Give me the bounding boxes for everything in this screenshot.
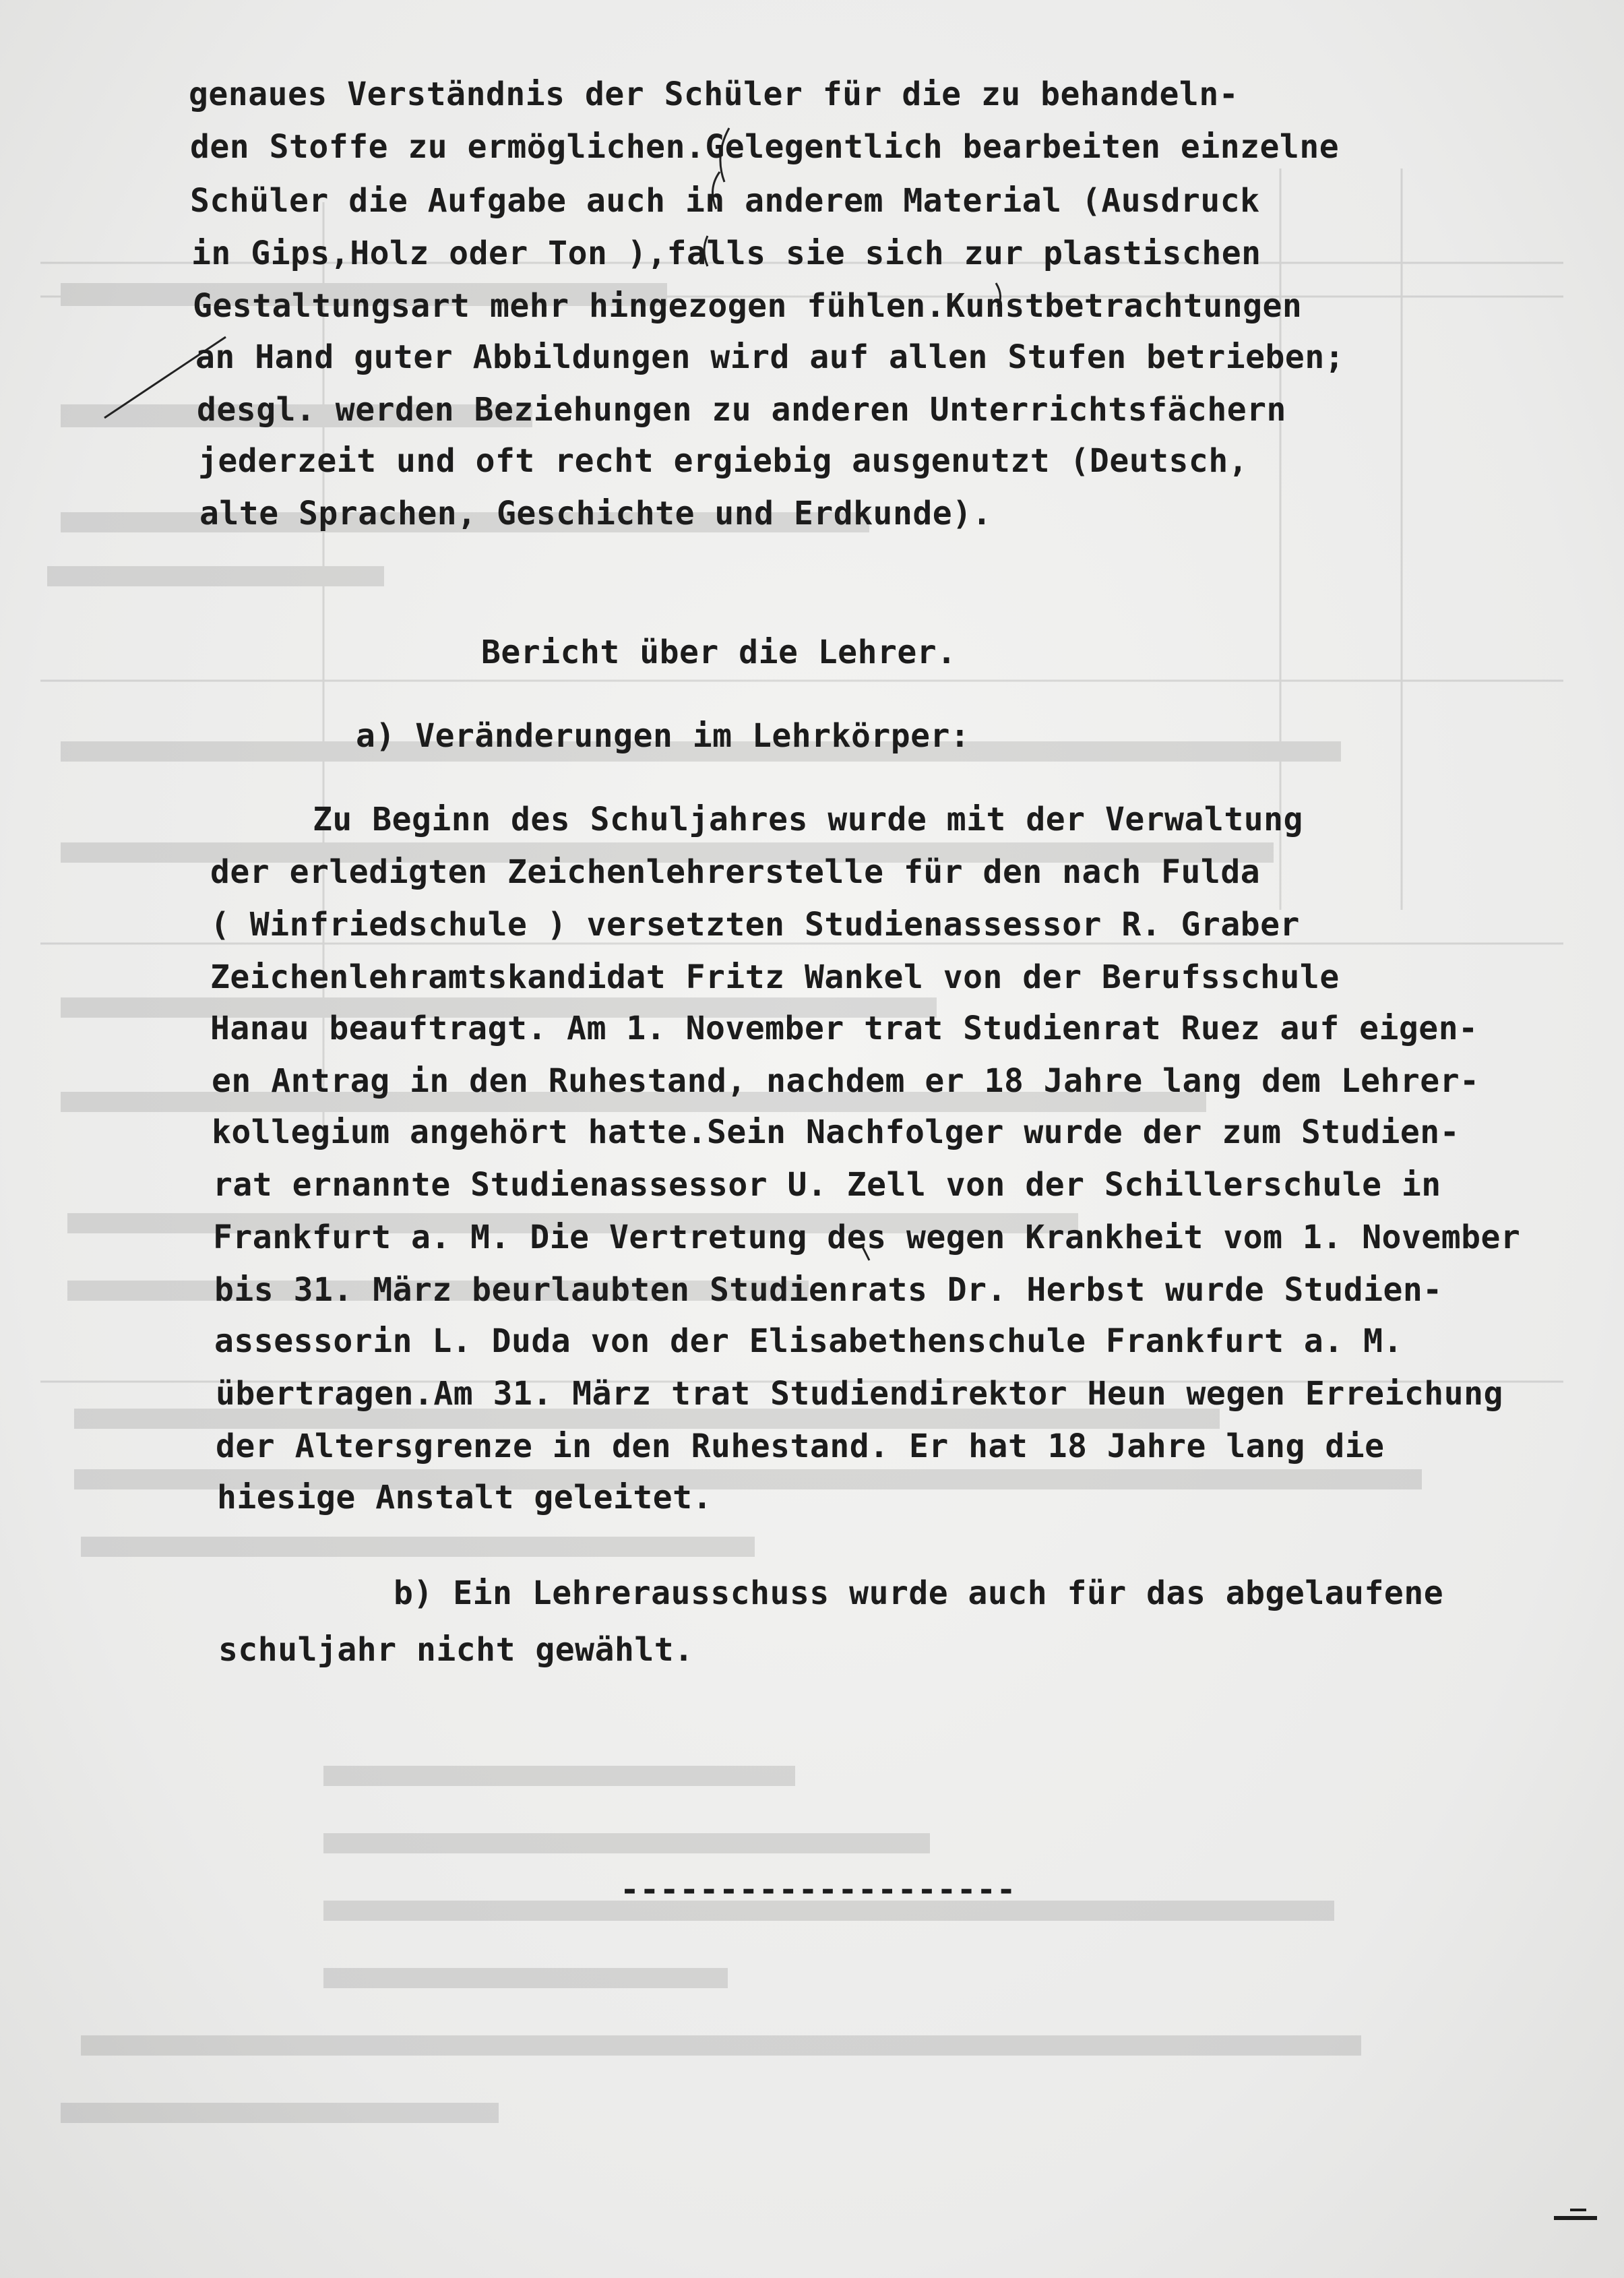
edge-mark: [1554, 2216, 1597, 2220]
section-heading: Bericht über die Lehrer.: [481, 634, 957, 671]
edge-mark: [1570, 2209, 1586, 2211]
paragraph-2-line: Hanau beauftragt. Am 1. November trat Studienrat Ruez auf eigen-: [210, 1010, 1478, 1047]
paragraph-2-line: der erledigten Zeichenlehrerstelle für den nach Fulda: [210, 853, 1261, 891]
separator-rule: --------------------: [620, 1871, 1016, 1909]
paragraph-2-line: en Antrag in den Ruhestand, nachdem er 18 Jahre lang dem Lehrer-: [212, 1062, 1480, 1100]
paragraph-1-line: alte Sprachen, Geschichte und Erdkunde).: [199, 495, 992, 532]
paragraph-b-line: schuljahr nicht gewählt.: [218, 1631, 694, 1669]
paragraph-2-line: Zeichenlehramtskandidat Fritz Wankel von der Berufsschule: [210, 958, 1340, 996]
paragraph-2-line: Zu Beginn des Schuljahres wurde mit der Verwaltung: [313, 801, 1303, 838]
paragraph-1-line: in Gips,Holz oder Ton ),falls sie sich zur plastischen: [191, 235, 1261, 272]
paragraph-2-line: Frankfurt a. M. Die Vertretung des wegen Krankheit vom 1. November: [213, 1219, 1521, 1256]
paragraph-2-line: rat ernannte Studienassessor U. Zell von der Schillerschule in: [213, 1166, 1441, 1204]
paragraph-1-line: desgl. werden Beziehungen zu anderen Unterrichtsfächern: [197, 391, 1286, 429]
paragraph-1-line: Gestaltungsart mehr hingezogen fühlen.Kunstbetrachtungen: [193, 287, 1303, 325]
paragraph-2-line: hiesige Anstalt geleitet.: [217, 1479, 712, 1516]
paragraph-1-line: jederzeit und oft recht ergiebig ausgenutzt (Deutsch,: [198, 442, 1249, 480]
paragraph-2-line: bis 31. März beurlaubten Studienrats Dr. Herbst wurde Studien-: [214, 1271, 1443, 1309]
paragraph-2-line: kollegium angehört hatte.Sein Nachfolger wurde der zum Studien-: [212, 1113, 1460, 1151]
paragraph-1-line: den Stoffe zu ermöglichen.Gelegentlich bearbeiten einzelne: [190, 128, 1340, 166]
paragraph-2-line: übertragen.Am 31. März trat Studiendirektor Heun wegen Erreichung: [216, 1375, 1503, 1413]
subheading-a: a) Veränderungen im Lehrkörper:: [356, 717, 970, 755]
paragraph-2-line: assessorin L. Duda von der Elisabethenschule Frankfurt a. M.: [214, 1322, 1403, 1360]
paragraph-1-line: Schüler die Aufgabe auch in anderem Material (Ausdruck: [190, 182, 1260, 220]
paragraph-1-line: an Hand guter Abbildungen wird auf allen Stufen betrieben;: [195, 338, 1345, 376]
paragraph-b-line: b) Ein Lehrerausschuss wurde auch für das abgelaufene: [394, 1574, 1444, 1612]
paragraph-2-line: der Altersgrenze in den Ruhestand. Er hat 18 Jahre lang die: [216, 1427, 1385, 1465]
paragraph-1-line: genaues Verständnis der Schüler für die zu behandeln-: [189, 75, 1239, 113]
paragraph-2-line: ( Winfriedschule ) versetzten Studienassessor R. Graber: [210, 906, 1300, 944]
